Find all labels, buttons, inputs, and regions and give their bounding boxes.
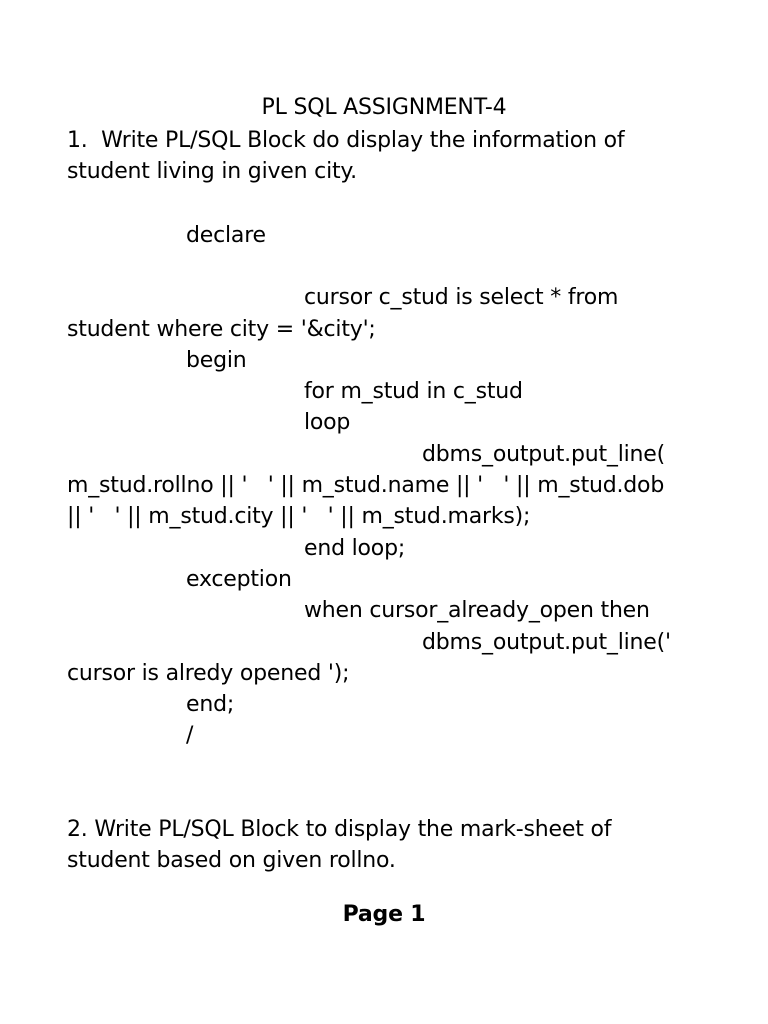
code-line-cursor-message: cursor is alredy opened '); <box>67 661 350 686</box>
question-2-line-1: 2. Write PL/SQL Block to display the mark-sheet of <box>67 817 612 842</box>
code-line-declare: declare <box>186 223 266 248</box>
question-1-line-1: 1. Write PL/SQL Block do display the information of <box>67 128 625 153</box>
code-line-where: student where city = '&city'; <box>67 317 376 342</box>
code-line-loop: loop <box>304 410 351 435</box>
code-line-concat-2: || ' ' || m_stud.city || ' ' || m_stud.marks); <box>67 504 531 529</box>
code-line-for: for m_stud in c_stud <box>304 379 523 404</box>
question-2-line-2: student based on given rollno. <box>67 848 396 873</box>
code-line-put-line-1: dbms_output.put_line( <box>422 442 665 467</box>
page-number: Page 1 <box>342 902 426 927</box>
code-line-concat-1: m_stud.rollno || ' ' || m_stud.name || ' ' || m_stud.dob <box>67 473 665 498</box>
code-line-exception: exception <box>186 567 292 592</box>
question-1-line-2: student living in given city. <box>67 159 357 184</box>
code-line-slash: / <box>186 723 194 748</box>
code-line-begin: begin <box>186 348 247 373</box>
code-line-end-loop: end loop; <box>304 536 406 561</box>
document-title: PL SQL ASSIGNMENT-4 <box>261 95 507 120</box>
code-line-end: end; <box>186 692 235 717</box>
code-line-put-line-2: dbms_output.put_line(' <box>422 630 671 655</box>
code-line-when: when cursor_already_open then <box>304 598 650 623</box>
code-line-cursor: cursor c_stud is select * from <box>304 285 619 310</box>
